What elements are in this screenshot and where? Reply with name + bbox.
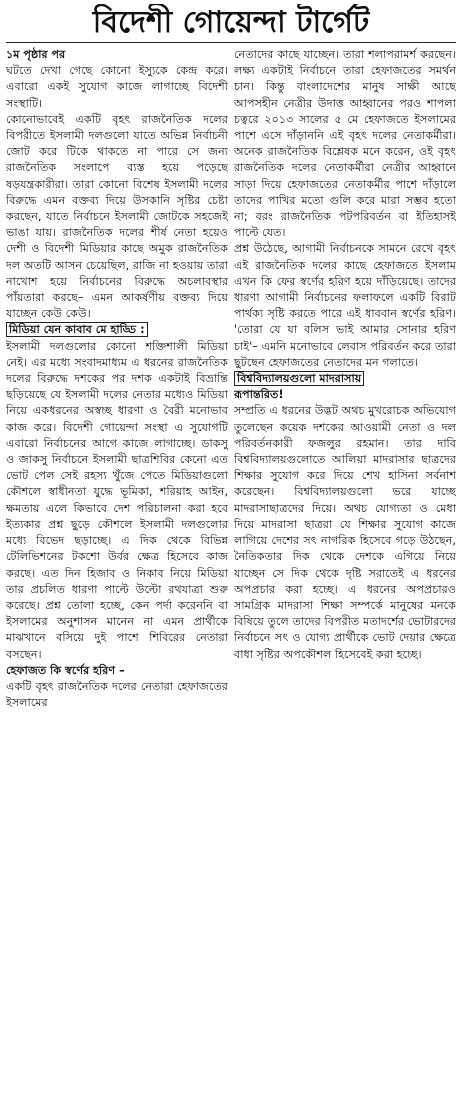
subhead-paragraph (234, 371, 456, 387)
paragraph: কোনোভাবেই একটি বৃহৎ রাজনৈতিক দলের বিপরীতে ইসলামী দলগুলো যাতে অভিন্ন নির্বাচনী জোট করে টিকে থাকতে না পারে সে জন্য রাজনৈতিক সংলাপে ব্যস্ত হয়ে পড়েছে ষড়যন্ত্রকারীরা। তারা কোনো বিশেষ ইসলামী দলের বিরুদ্ধে এমন বক্তব্য দিয়ে উসকানি সৃষ্টির চেষ্টা করছেন, যাতে নির্বাচনে ইসলামী জোটকে সহজেই ভাঙা যায়। রাজনৈতিক দলের শীর্ষ নেতা হয়েও দেশী ও বিদেশী মিডিয়ার কাছে অমুক রাজনৈতিক দল অতটি আসন চেয়েছিল, রাজি না হওয়ায় তারা নাখোশ হয়ে নির্বাচনের বিরুদ্ধে অচলাবস্থার পাঁয়তারা করছে– এমন আকর্ষণীয় বক্তব্য দিয়ে যাচ্ছেন কেউ কেউ। (6, 112, 228, 321)
subhead-media: মিডিয়া যেন কাবাব মে হাড্ডি : (6, 322, 148, 337)
paragraph: সম্প্রতি এ ধরনের উদ্ভট অথচ মুখরোচক অভিযোগ তুলেছেন কয়েক দশকের আওয়ামী নেতা ও দল পরিবর্তনকারী ফজলুর রহমান। তার দাবি বিশ্ববিদ্যালয়গুলোতে আলিয়া মাদরাসার ছাত্রদের শিক্ষার সুযোগ করে দিয়ে শেখ হাসিনা সর্বনাশ করেছেন। বিশ্ববিদ্যালয়গুলো ভরে যাচ্ছে মাদরাসাছাত্রদের দিয়ে। অথচ যোগ্যতা ও মেধা দিয়ে মাদরাসা ছাত্ররা যে শিক্ষার সুযোগ কাজে লাগিয়ে দেশের সৎ নাগরিক হিসেবে গড়ে উঠছেন, নৈতিকতার দিক থেকে দেশকে এগিয়ে নিয়ে যাচ্ছেন সে দিক থেকে দৃষ্টি সরাতেই এ ধরনের অপপ্রচার করা হচ্ছে। এ ধরনের অপপ্রচারও সামগ্রিক মাদরাসা শিক্ষা সম্পর্কে মানুষের মনকে বিষিয়ে তুলে তাদের বিপরীত মতাদর্শের ভোটারদের নির্বাচনে সৎ ও যোগ্য প্রার্থীকে ভোট দেয়ার ক্ষেত্রে বাধা সৃষ্টির অপকৌশল হিসেবেই করা হচ্ছে। (234, 404, 456, 661)
continued-label: ১ম পৃষ্ঠার পর (6, 48, 66, 61)
left-column (6, 47, 228, 1105)
paragraph: একটি বৃহৎ রাজনৈতিক দলের নেতারা হেফাজতের ইসলামের (6, 679, 228, 710)
paragraph: ঘটতে দেখা গেছে কোনো ইস্যুকে কেন্দ্র করে। এবারো একই সুযোগ কাজে লাগাচ্ছে বিদেশী সংস্থাটি। (6, 64, 228, 110)
article-columns (6, 47, 456, 1105)
subhead-hefazat: হেফাজত কি স্বর্ণের হরিণ – (6, 663, 125, 677)
paragraph: ইসলামী দলগুলোর কোনো শক্তিশালী মিডিয়া নেই। এর মধ্যে সংবাদমাধ্যম এ ধরনের রাজনৈতিক দলের বিরুদ্ধে দশকের পর দশক একটাই বিভ্রান্তি ছড়িয়েছে যে ইসলামী দলের নেতার মধ্যেও মিডিয়া নিয়ে একধরনের অস্বচ্ছ ধারণা ও বৈরী মনোভাব কাজ করে। বিদেশী গোয়েন্দা সংস্থা এ সুযোগটি এবারো নির্বাচনের আগে কাজে লাগাচ্ছে। ডাকসু ও জাকসু নির্বাচনে ইসলামী ছাত্রশিবির কেনো এত ভোট পেল সেই রহস্য খুঁজে পেতে মিডিয়াগুলো কৌশলে স্বাধীনতা যুদ্ধে ভূমিকা, শরিয়াহ আইন, ক্ষমতায় এলে কিভাবে দেশ পরিচালনা করা হবে ইত্যকার প্রশ্ন ছুড়ে কৌশলে ইসলামী দলগুলোর মধ্যে বিভেদ ছড়াচ্ছে। এ দিক থেকে বিভিন্ন টেলিভিশনের টকশো উর্বর ক্ষেত্র হিসেবে কাজ করছে। এত দিন হিজাব ও নিকাব নিয়ে মিডিয়া তার প্রচলিত ধারণা পাল্টে উল্টো রথযাত্রা শুরু করেছে। প্রশ্ন তোলা হচ্ছে, কেন পর্দা করেননি বা ইসলামের অনুশাসন মানেন না এমন প্রার্থীকে মাঝখানে বসিয়ে দুই পাশে শিবিরের নেতারা বসছেন। (6, 339, 228, 661)
paragraph: নেতাদের কাছে যাচ্ছেন। তারা শলাপরামর্শ করছেন। লক্ষ্য একটাই নির্বাচনে তারা হেফাজতের সমর্থন চান। কিন্তু বাংলাদেশের মানুষ সাক্ষী আছে আপসহীন নেত্রীর উদাত্ত আহ্বানের পরও শাপলা চত্বরে ২০১৩ সালের ৫ মে হেফাজতে ইসলামের পাশে এসে দাঁড়াননি এই বৃহৎ দলের নেতাকর্মীরা। অনেক রাজনৈতিক বিশ্লেষক মনে করেন, ওই বৃহৎ রাজনৈতিক দলের নেতাকর্মীরা নেত্রীর আহ্বানে সাড়া দিয়ে হেফাজতের নেতাকর্মীর পাশে দাঁড়ালে তাদের পাখির মতো গুলি করে মারা সম্ভব হতো না; বরং রাজনৈতিক পটপরিবর্তন বা ইতিহাসই পাল্টে যেত। (234, 48, 456, 240)
headline: বিদেশী গোয়েন্দা টার্গেট (6, 4, 456, 43)
subhead-paragraph (234, 387, 456, 403)
subhead-university: বিশ্ববিদ্যালয়গুলো মাদরাসায় (234, 371, 364, 386)
subhead-university-line2: রূপান্তরিত! (234, 388, 284, 402)
paragraph (6, 47, 228, 63)
paragraph: প্রশ্ন উঠেছে, আগামী নির্বাচনকে সামনে রেখে বৃহৎ এই রাজনৈতিক দলের কাছে হেফাজতে ইসলাম এখন কি ফের স্বর্ণের হরিণ হয়ে দাঁড়িয়েছে। তাদের ধারণা আগামী নির্বাচনের ফলাফলে একটি বিরাট পার্থক্য সৃষ্টি করতে পারে এই ধাববান স্বর্ণের হরিণ। 'তোরা যে যা বলিস ভাই আমার সোনার হরিণ চাই'– এমনি মনোভাবে লেবাস পরিবর্তন করে তারা ছুটছেন হেফাজতের নেতাদের মন গলাতে। (234, 242, 456, 369)
subhead-paragraph (6, 663, 228, 679)
right-column (234, 47, 456, 1105)
subhead-paragraph (6, 322, 228, 338)
